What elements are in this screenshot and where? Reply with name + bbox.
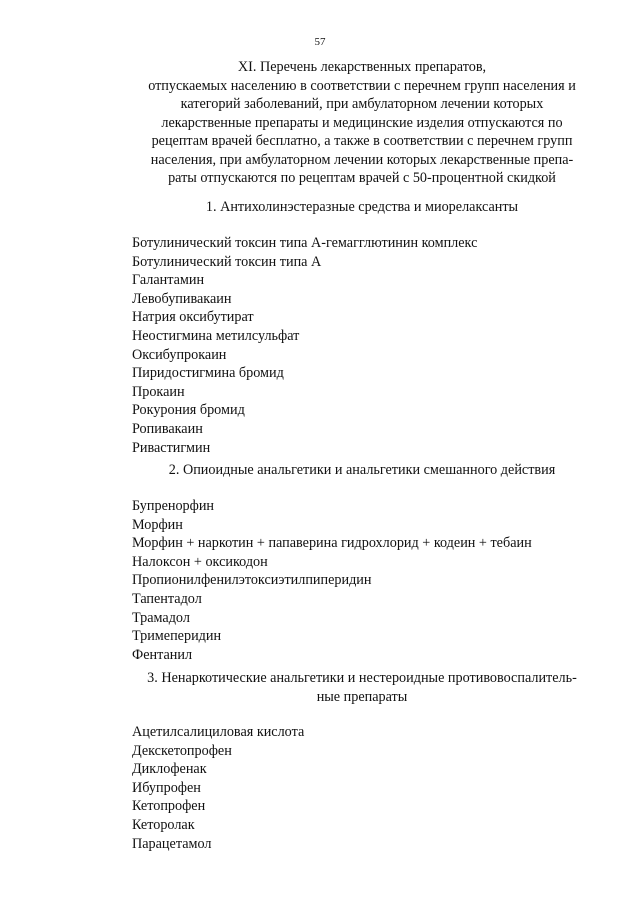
section-heading-line: 2. Опиоидные анальгетики и анальгетики смешанного действия: [168, 462, 556, 478]
list-item: Трамадол: [132, 609, 190, 626]
list-item: Ривастигмин: [132, 439, 211, 456]
list-item: Тримеперидин: [132, 628, 222, 645]
list-item: Ропивакаин: [132, 420, 203, 437]
list-item: Ацетилсалициловая кислота: [132, 724, 305, 740]
list-item: Кеторолак: [132, 816, 195, 833]
list-item: Прокаин: [132, 383, 185, 400]
section-heading-2: [128, 461, 596, 480]
list-item: Кетопрофен: [132, 798, 206, 815]
section-heading-line: 1. Антихолинэстеразные средства и миорелаксанты: [205, 199, 519, 215]
list-item: Морфин: [132, 516, 183, 533]
list-item: Фентанил: [132, 646, 193, 663]
list-item: Ибупрофен: [132, 779, 201, 796]
list-item: Ботулинический токсин типа А: [132, 253, 322, 270]
title-line: категорий заболеваний, при амбулаторном лечении которых: [180, 96, 544, 112]
section-heading-line: 3. Ненаркотические анальгетики и нестероидные противовоспалитель-: [147, 670, 577, 686]
drug-list-1: [132, 234, 592, 457]
list-item: Пиридостигмина бромид: [132, 365, 284, 382]
section-heading-3: [128, 669, 596, 706]
title-line: отпускаемых населению в соответствии с перечнем групп населения и: [148, 77, 576, 94]
list-item: Налоксон + оксикодон: [132, 553, 268, 570]
title-line: XI. Перечень лекарственных препаратов,: [237, 59, 487, 75]
title-line: раты отпускаются по рецептам врачей с 50-процентной скидкой: [168, 170, 556, 186]
list-item: Морфин + наркотин + папаверина гидрохлорид + кодеин + тебаин: [132, 535, 532, 552]
list-item: Пропионилфенилэтоксиэтилпиперидин: [132, 572, 372, 589]
title-line: рецептам врачей бесплатно, а также в соответствии с перечнем групп: [151, 133, 573, 149]
list-item: Натрия оксибутират: [132, 309, 254, 326]
list-item: Бупренорфин: [132, 498, 215, 514]
list-item: Неостигмина метилсульфат: [132, 327, 300, 344]
document-title: [128, 58, 596, 188]
list-item: Диклофенак: [132, 761, 207, 778]
drug-list-3: [132, 723, 592, 853]
drug-list-2: [132, 497, 592, 664]
title-line: населения, при амбулаторном лечении которых лекарственные препа-: [150, 151, 574, 168]
list-item: Парацетамол: [132, 835, 212, 852]
list-item: Рокурония бромид: [132, 402, 245, 419]
section-heading-line: ные препараты: [316, 688, 408, 705]
section-heading-1: [128, 198, 596, 217]
list-item: Оксибупрокаин: [132, 346, 227, 363]
list-item: Декскетопрофен: [132, 742, 232, 759]
list-item: Ботулинический токсин типа А-гемагглютинин комплекс: [132, 235, 478, 251]
list-item: Галантамин: [132, 272, 205, 289]
list-item: Тапентадол: [132, 590, 202, 607]
page-number: 57: [314, 36, 326, 48]
title-line: лекарственные препараты и медицинские изделия отпускаются по: [161, 114, 563, 131]
list-item: Левобупивакаин: [132, 290, 232, 307]
